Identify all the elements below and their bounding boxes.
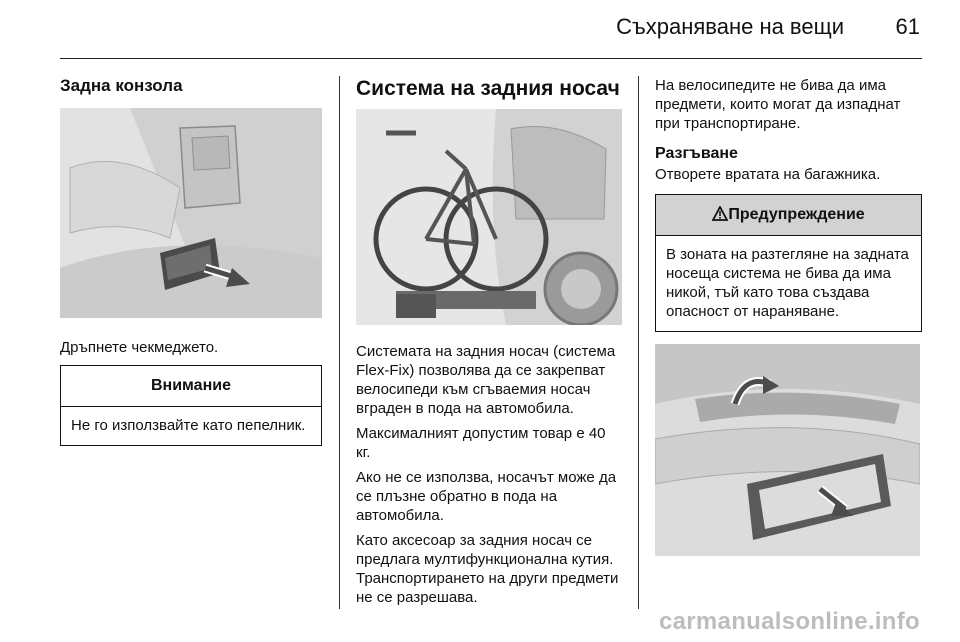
warning-text: В зоната на разтегляне на задната носеща система не бива да има никой, тъй като това създава опасност от нараняване. bbox=[666, 246, 909, 320]
warning-title: Предупреждение bbox=[728, 206, 865, 223]
paragraph-slide-back: Ако не се използва, носачът може да се плъзне обратно в пода на автомобила. bbox=[356, 469, 617, 524]
column-rear-console bbox=[60, 76, 322, 446]
bike-carrier-illustration bbox=[356, 109, 622, 325]
paragraph-carrier-description: Системата на задния носач (система Flex-Fix) позволява да се закрепват велосипеди към сгъваемия носач вграден в пода на автомобила. bbox=[356, 343, 616, 417]
warning-triangle-icon bbox=[712, 206, 728, 221]
console-drawer-illustration bbox=[60, 108, 322, 318]
caption-pull-drawer: Дръпнете чекмеджето. bbox=[60, 339, 219, 356]
page-header bbox=[60, 0, 922, 59]
subheading-deploy: Разгъване bbox=[655, 145, 738, 162]
watermark: carmanualsonline.info bbox=[658, 608, 920, 635]
step-open-tailgate: Отворете вратата на багажника. bbox=[655, 166, 881, 183]
warning-header bbox=[656, 195, 921, 236]
section-heading-rear-carrier: Система на задния носач bbox=[356, 77, 620, 100]
column-divider bbox=[638, 76, 639, 609]
paragraph-accessory: Като аксесоар за задния носач се предлага мултифункционална кутия. Транспортирането на други предмети не се разрешава. bbox=[356, 532, 619, 606]
notice-box bbox=[60, 365, 322, 446]
warning-box bbox=[655, 194, 922, 332]
column-divider bbox=[339, 76, 340, 609]
page-number: 61 bbox=[895, 14, 920, 39]
column-deploy bbox=[655, 76, 922, 556]
paragraph-no-loose-items: На велосипедите не бива да има предмети, които могат да изпаднат при транспортиране. bbox=[655, 77, 901, 132]
notice-title: Внимание bbox=[61, 366, 321, 407]
tailgate-carrier-illustration bbox=[655, 344, 920, 556]
column-rear-carrier bbox=[356, 76, 622, 613]
paragraph-max-load: Максималният допустим товар е 40 кг. bbox=[356, 425, 606, 461]
notice-text: Не го използвайте като пепелник. bbox=[71, 417, 306, 434]
header-title: Съхраняване на вещи bbox=[616, 14, 844, 39]
section-heading-rear-console: Задна конзола bbox=[60, 76, 183, 95]
